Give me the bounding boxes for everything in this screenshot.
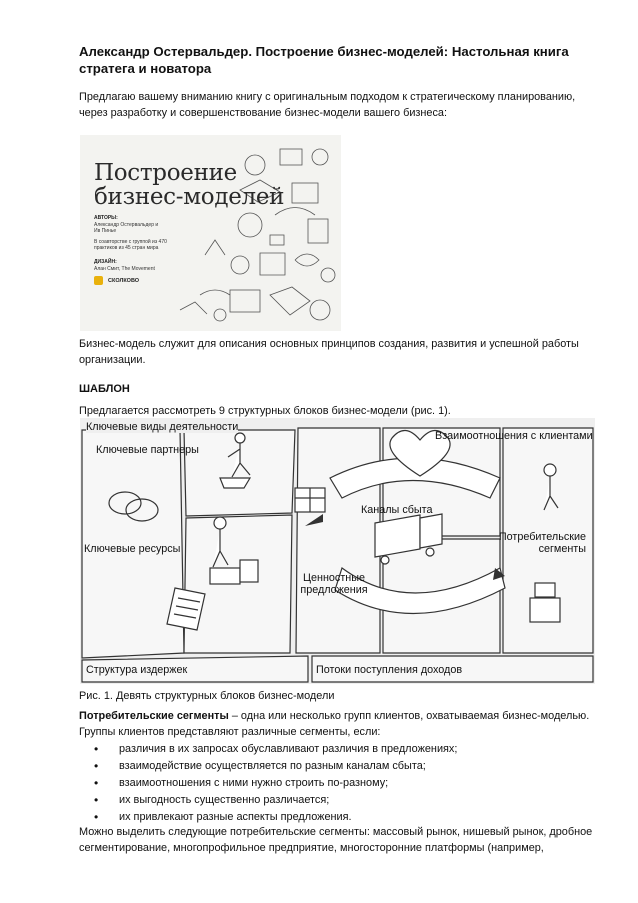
cover-authors: Александр Остервальдер и Ив Пинье — [94, 222, 159, 234]
definition-paragraph: Бизнес-модель служит для описания основных принципов создания, развития и успешной работы организации. — [79, 338, 579, 366]
cover-title-line1: Построение — [94, 160, 237, 186]
segments-paragraph — [79, 709, 604, 740]
figure-caption: Рис. 1. Девять структурных блоков бизнес-модели — [79, 690, 335, 702]
label-channels: Каналы сбыта — [361, 504, 433, 516]
cover-title — [94, 161, 284, 209]
book-cover-image — [80, 135, 341, 331]
section-intro: Предлагается рассмотреть 9 структурных блоков бизнес-модели (рис. 1). — [79, 405, 451, 417]
label-customer-segments-line2: сегменты — [538, 543, 586, 555]
label-value-propositions-line2: предложения — [300, 584, 368, 596]
segments-criteria-list — [79, 741, 604, 826]
list-item: • различия в их запросах обуславливают различия в предложениях; — [79, 741, 604, 758]
label-key-activities: Ключевые виды деятельности — [86, 421, 239, 433]
label-cost-structure: Структура издержек — [86, 664, 188, 676]
label-customer-relationships: Взаимоотношения с клиентами — [435, 430, 593, 442]
label-revenue-streams: Потоки поступления доходов — [316, 664, 463, 676]
label-customer-segments — [490, 531, 586, 555]
cover-design-label: ДИЗАЙН: — [94, 259, 117, 265]
list-item: • их выгодность существенно различается; — [79, 792, 604, 809]
label-value-propositions — [294, 572, 374, 596]
list-item: • взаимоотношения с ними нужно строить по-разному; — [79, 775, 604, 792]
segments-text: – одна или несколько групп клиентов, охватываемая бизнес-моделью. Группы клиентов представляют различные сегменты, если: — [79, 710, 590, 738]
label-value-propositions-line1: Ценностные — [303, 572, 365, 584]
page-title: Александр Остервальдер. Построение бизнес-моделей: Настольная книга стратега и новатора — [79, 44, 569, 76]
cover-title-line2: бизнес-моделей — [94, 184, 285, 210]
cover-designers: Алан Смит, The Movement — [94, 266, 155, 272]
intro-paragraph: Предлагаю вашему вниманию книгу с оригинальным подходом к стратегическому планированию, через разработку и совершенствование бизнес-модели вашего бизнеса: — [79, 91, 576, 119]
closing-paragraph: Можно выделить следующие потребительские сегменты: массовый рынок, нишевый рынок, дробное сегментирование, многопрофильное предприятие, многосторонние платформы (например, — [79, 826, 593, 854]
business-model-canvas-figure — [80, 418, 595, 684]
cover-coauthors: В соавторстве с группой из 470 практиков из 45 стран мира — [94, 239, 167, 251]
list-item: • их привлекают разные аспекты предложения. — [79, 809, 604, 826]
label-customer-segments-line1: Потребительские — [498, 531, 586, 543]
label-key-resources: Ключевые ресурсы — [84, 543, 181, 555]
segments-term: Потребительские сегменты — [79, 710, 229, 722]
list-item: • взаимодействие осуществляется по разным каналам сбыта; — [79, 758, 604, 775]
label-key-partners: Ключевые партнеры — [96, 444, 199, 456]
cover-authors-label: АВТОРЫ: — [94, 215, 118, 221]
section-heading: ШАБЛОН — [79, 383, 130, 395]
publisher-badge-icon — [94, 276, 103, 285]
cover-logo: СКОЛКОВО — [108, 278, 140, 284]
